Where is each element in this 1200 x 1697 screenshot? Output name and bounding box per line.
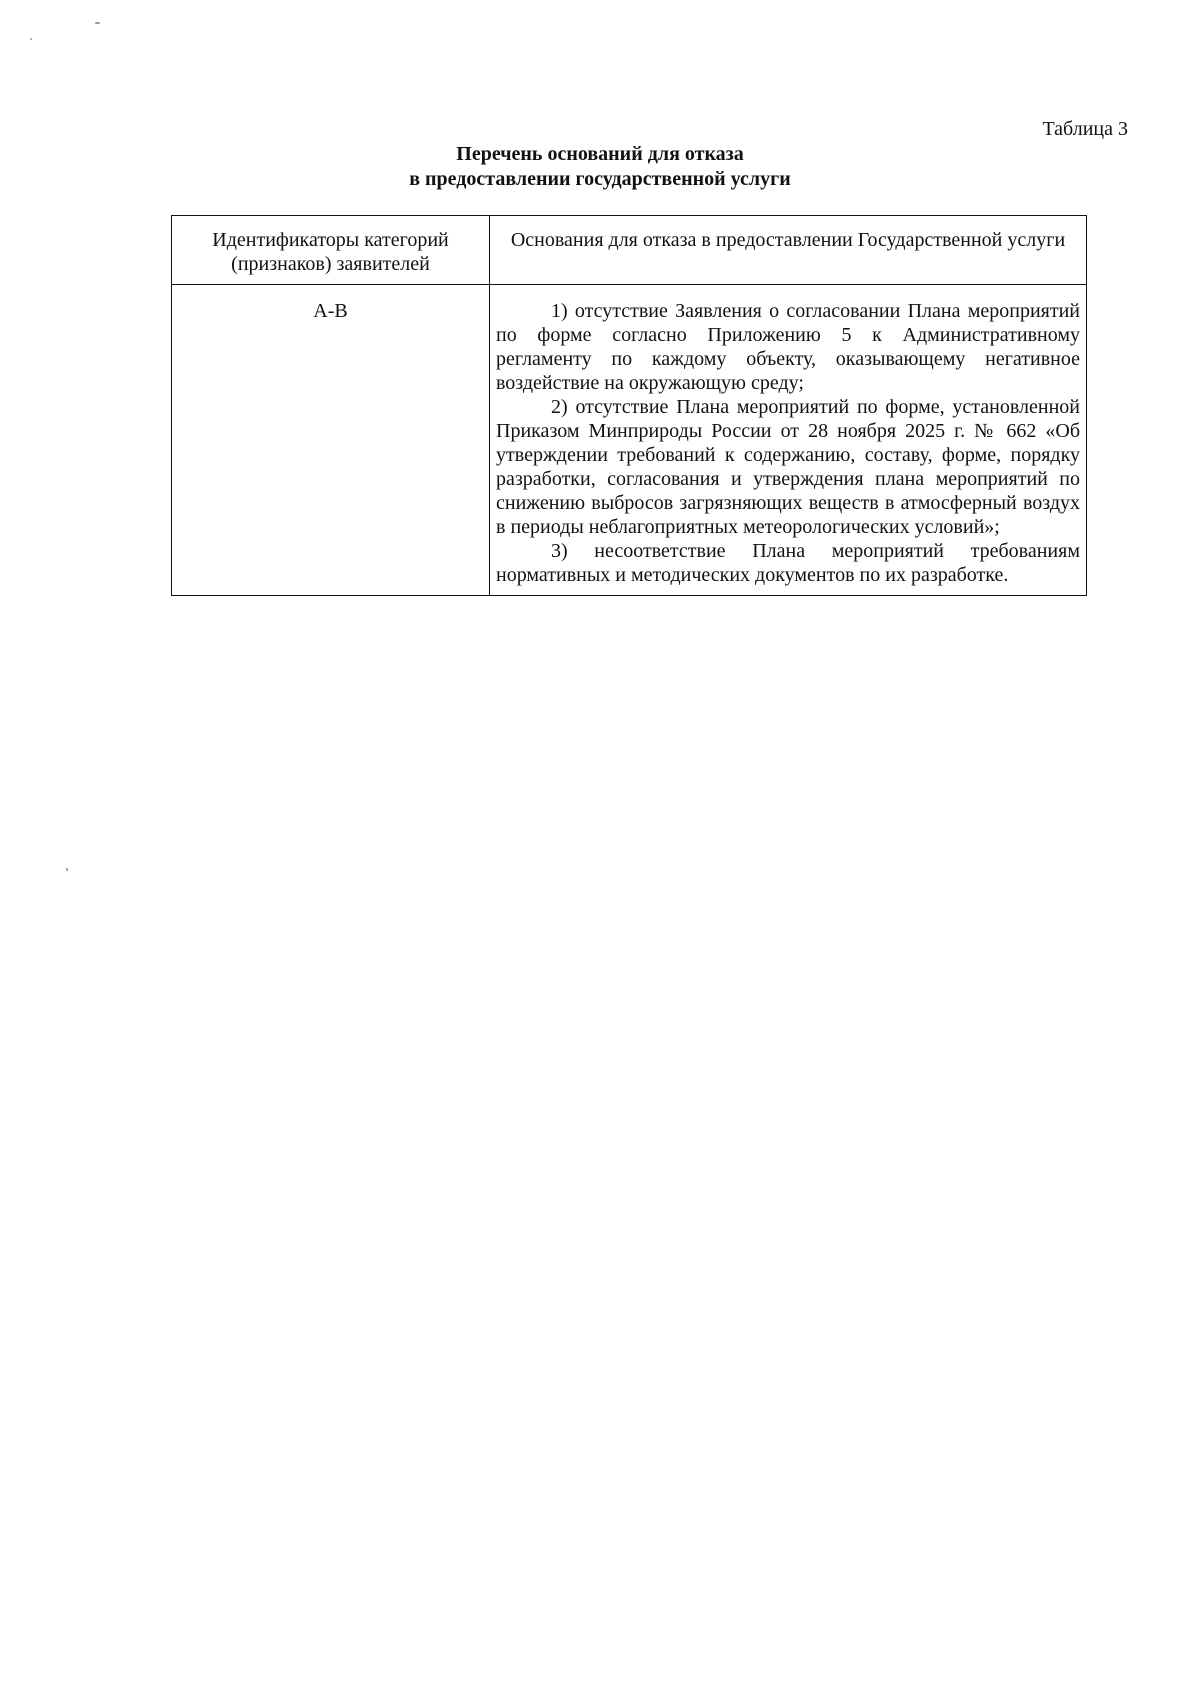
scan-artifact: [95, 22, 100, 24]
scan-artifact: [30, 38, 32, 40]
refusal-grounds-table: [171, 215, 1087, 596]
header-refusal-grounds: Основания для отказа в предоставлении Государственной услуги: [490, 216, 1087, 285]
table-row: [172, 285, 1087, 596]
reasons-cell: [490, 285, 1087, 596]
header-category-identifiers: Идентификаторы категорий (признаков) заявителей: [172, 216, 490, 285]
table-header-row: [172, 216, 1087, 285]
title-line-1: Перечень оснований для отказа: [456, 143, 744, 165]
reason-item: 1) отсутствие Заявления о согласовании Плана мероприятий по форме согласно Приложению 5 к Административному регламенту по каждому объекту, оказывающему негативное воздействие на окружающую среду;: [496, 300, 1080, 394]
table-number: Таблица 3: [1042, 118, 1128, 140]
scan-artifact: [66, 868, 68, 871]
document-title: [0, 142, 1200, 192]
reason-item: 3) несоответствие Плана мероприятий требованиям нормативных и методических документов по их разработке.: [496, 540, 1080, 586]
title-line-2: в предоставлении государственной услуги: [409, 168, 791, 190]
reason-item: 2) отсутствие Плана мероприятий по форме, установленной Приказом Минприроды России от 28 ноября 2025 г. № 662 «Об утверждении требований к содержанию, составу, форме, порядку разработки, согласования и утверждения плана мероприятий по снижению выбросов загрязняющих веществ в атмосферный воздух в периоды неблагоприятных метеорологических условий»;: [496, 396, 1080, 538]
category-cell: А-В: [172, 285, 490, 596]
